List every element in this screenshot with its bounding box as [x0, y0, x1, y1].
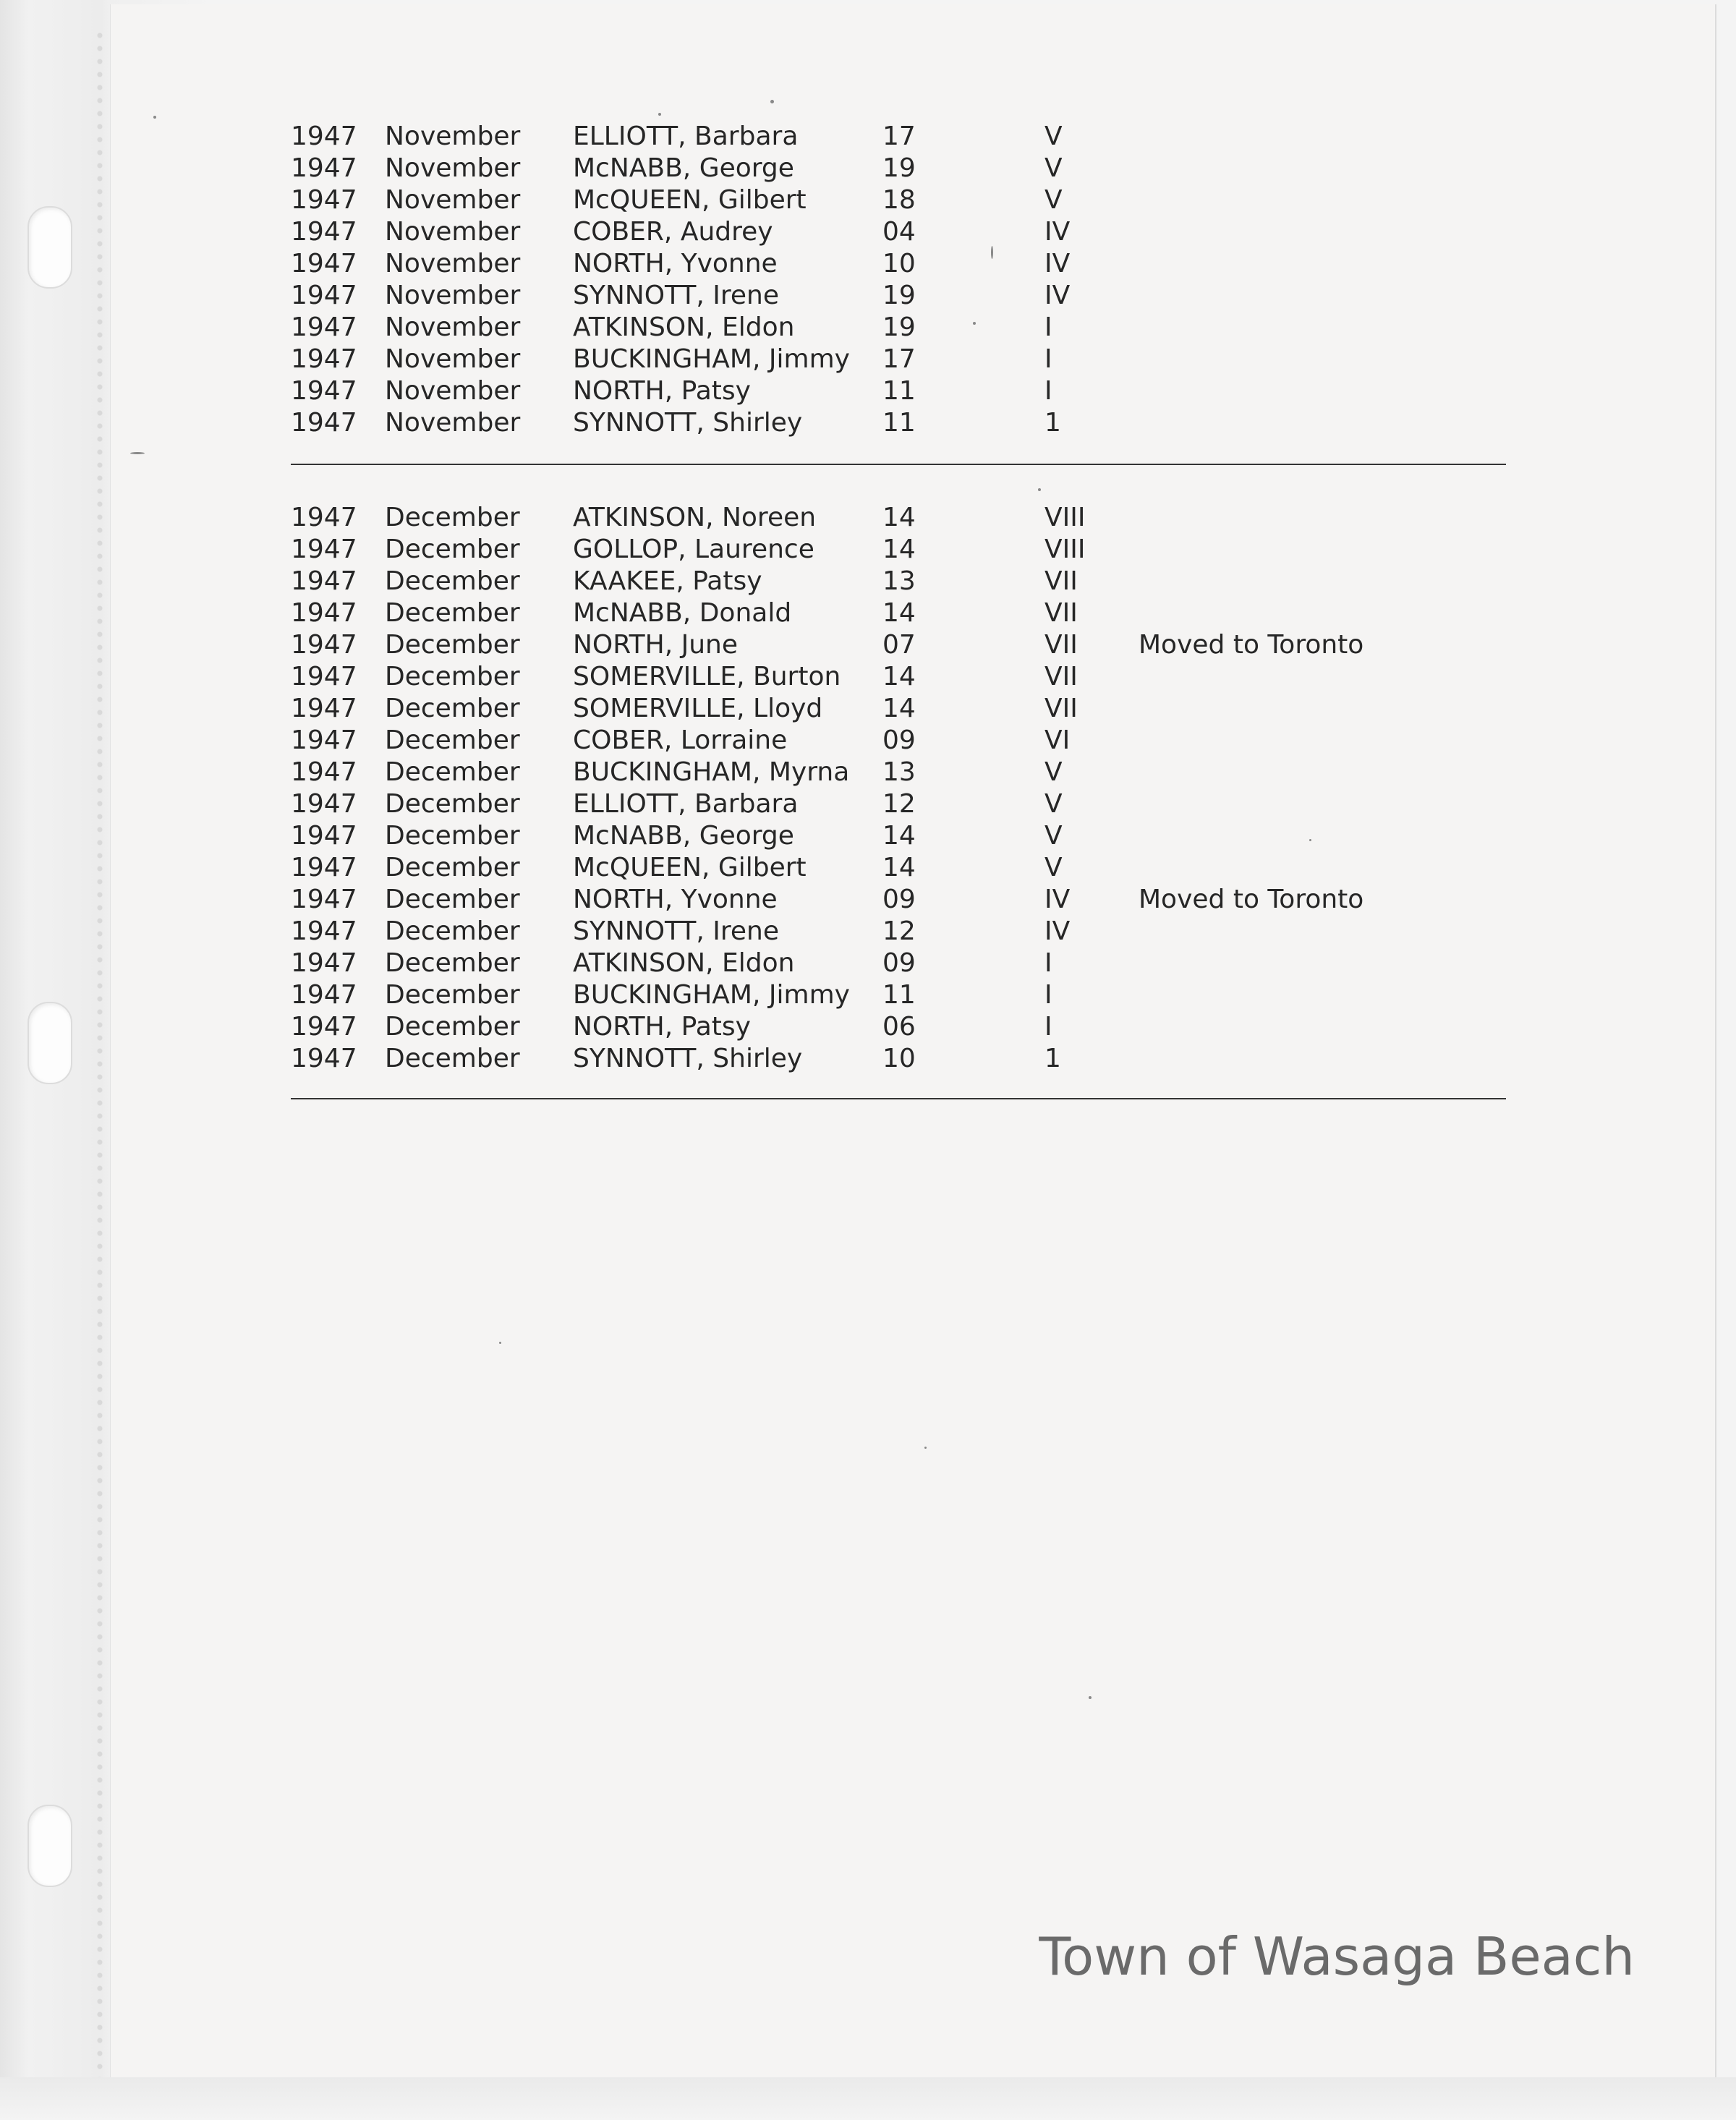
entry-month: December — [385, 916, 520, 946]
entry-age: 12 — [882, 789, 916, 819]
entry-month: November — [385, 185, 521, 215]
entry-age: 11 — [882, 376, 916, 406]
entry-year: 1947 — [291, 1044, 357, 1073]
entry-grade: V — [1044, 789, 1063, 819]
entry-year: 1947 — [291, 376, 357, 406]
entry-name: BUCKINGHAM, Myrna — [573, 757, 850, 787]
entry-year: 1947 — [291, 948, 357, 978]
register-row — [291, 757, 1506, 788]
entry-month: November — [385, 408, 521, 438]
entry-month: December — [385, 821, 520, 851]
binder-hole-top — [27, 206, 72, 289]
entry-month: December — [385, 853, 520, 882]
entry-age: 18 — [882, 185, 916, 215]
entry-name: McNABB, George — [573, 821, 794, 851]
entry-age: 12 — [882, 916, 916, 946]
register-row — [291, 153, 1506, 184]
entry-month: November — [385, 344, 521, 374]
entry-month: December — [385, 725, 520, 755]
register-row — [291, 884, 1506, 916]
binder-hole-bottom — [27, 1805, 72, 1887]
register-row — [291, 184, 1506, 216]
dust-speck — [499, 1342, 501, 1344]
entry-grade: I — [1044, 1012, 1052, 1042]
entry-age: 06 — [882, 1012, 916, 1042]
entry-name: ATKINSON, Noreen — [573, 503, 817, 532]
dust-speck — [1038, 488, 1041, 491]
entry-year: 1947 — [291, 566, 357, 596]
entry-grade: V — [1044, 757, 1063, 787]
entry-grade: V — [1044, 821, 1063, 851]
entry-grade: 1 — [1044, 1044, 1061, 1073]
entry-year: 1947 — [291, 757, 357, 787]
entry-year: 1947 — [291, 980, 357, 1010]
dust-speck — [770, 100, 774, 103]
entry-year: 1947 — [291, 853, 357, 882]
entry-year: 1947 — [291, 885, 357, 914]
entry-grade: VII — [1044, 566, 1078, 596]
entry-grade: I — [1044, 376, 1052, 406]
entry-grade: VIII — [1044, 503, 1086, 532]
entry-month: December — [385, 694, 520, 723]
entry-age: 10 — [882, 249, 916, 278]
entry-age: 14 — [882, 535, 916, 564]
entry-age: 17 — [882, 344, 916, 374]
entry-year: 1947 — [291, 153, 357, 183]
entry-year: 1947 — [291, 217, 357, 247]
entry-grade: I — [1044, 948, 1052, 978]
register-row — [291, 407, 1506, 439]
entry-grade: VII — [1044, 630, 1078, 660]
sleeve-bottom-edge — [0, 2077, 1736, 2120]
entry-age: 13 — [882, 566, 916, 596]
entry-age: 14 — [882, 821, 916, 851]
entry-month: November — [385, 376, 521, 406]
register-row — [291, 121, 1506, 153]
entry-month: December — [385, 566, 520, 596]
entry-grade: V — [1044, 185, 1063, 215]
register-row — [291, 534, 1506, 566]
entry-month: December — [385, 662, 520, 691]
entry-name: SOMERVILLE, Burton — [573, 662, 841, 691]
entry-age: 19 — [882, 153, 916, 183]
entry-name: McQUEEN, Gilbert — [573, 853, 807, 882]
entry-name: SYNNOTT, Irene — [573, 916, 780, 946]
binder-hole-middle — [27, 1002, 72, 1084]
entry-grade: VII — [1044, 694, 1078, 723]
entry-grade: IV — [1044, 885, 1071, 914]
register-row — [291, 820, 1506, 852]
entry-month: December — [385, 885, 520, 914]
entry-name: ELLIOTT, Barbara — [573, 789, 799, 819]
dust-speck — [153, 116, 156, 119]
entry-year: 1947 — [291, 694, 357, 723]
december-1947-section — [291, 502, 1506, 1075]
register-row — [291, 344, 1506, 375]
entry-age: 10 — [882, 1044, 916, 1073]
entry-grade: VII — [1044, 662, 1078, 691]
register-row — [291, 788, 1506, 820]
entry-age: 07 — [882, 630, 916, 660]
entry-name: SYNNOTT, Shirley — [573, 1044, 803, 1073]
entry-year: 1947 — [291, 312, 357, 342]
entry-month: November — [385, 153, 521, 183]
entry-name: NORTH, Yvonne — [573, 249, 778, 278]
entry-grade: V — [1044, 122, 1063, 151]
entry-month: December — [385, 1044, 520, 1073]
entry-month: December — [385, 757, 520, 787]
entry-name: NORTH, Patsy — [573, 376, 751, 406]
entry-name: SYNNOTT, Shirley — [573, 408, 803, 438]
entry-age: 11 — [882, 980, 916, 1010]
entry-name: BUCKINGHAM, Jimmy — [573, 980, 850, 1010]
entry-age: 14 — [882, 694, 916, 723]
entry-month: November — [385, 281, 521, 310]
entry-name: COBER, Audrey — [573, 217, 773, 247]
entry-month: December — [385, 948, 520, 978]
entry-grade: VI — [1044, 725, 1071, 755]
watermark-town-of-wasaga-beach: Town of Wasaga Beach — [1039, 1926, 1635, 1987]
entry-year: 1947 — [291, 503, 357, 532]
register-row — [291, 502, 1506, 534]
entry-name: McQUEEN, Gilbert — [573, 185, 807, 215]
register-row — [291, 597, 1506, 629]
entry-grade: VII — [1044, 598, 1078, 628]
register-row — [291, 661, 1506, 693]
section-divider — [291, 1098, 1506, 1099]
entry-year: 1947 — [291, 185, 357, 215]
sleeve-perforation-strip — [94, 29, 106, 2083]
entry-age: 17 — [882, 122, 916, 151]
register-row — [291, 629, 1506, 661]
entry-year: 1947 — [291, 1012, 357, 1042]
entry-name: SYNNOTT, Irene — [573, 281, 780, 310]
register-row — [291, 1011, 1506, 1043]
entry-year: 1947 — [291, 344, 357, 374]
entry-age: 14 — [882, 503, 916, 532]
entry-grade: I — [1044, 344, 1052, 374]
entry-name: McNABB, Donald — [573, 598, 792, 628]
entry-name: NORTH, June — [573, 630, 739, 660]
entry-grade: VIII — [1044, 535, 1086, 564]
entry-grade: V — [1044, 853, 1063, 882]
register-row — [291, 852, 1506, 884]
register-row — [291, 693, 1506, 725]
register-row — [291, 916, 1506, 948]
register-row — [291, 566, 1506, 597]
entry-year: 1947 — [291, 122, 357, 151]
entry-grade: IV — [1044, 916, 1071, 946]
entry-year: 1947 — [291, 281, 357, 310]
entry-note: Moved to Toronto — [1139, 630, 1364, 660]
entry-year: 1947 — [291, 249, 357, 278]
entry-note: Moved to Toronto — [1139, 885, 1364, 914]
register-row — [291, 1043, 1506, 1075]
dust-speck — [924, 1447, 927, 1449]
entry-age: 11 — [882, 408, 916, 438]
entry-year: 1947 — [291, 789, 357, 819]
entry-month: December — [385, 535, 520, 564]
section-divider — [291, 464, 1506, 465]
entry-month: December — [385, 789, 520, 819]
entry-age: 09 — [882, 725, 916, 755]
dust-speck — [658, 113, 661, 116]
entry-name: COBER, Lorraine — [573, 725, 788, 755]
register-row — [291, 280, 1506, 312]
entry-year: 1947 — [291, 725, 357, 755]
entry-name: McNABB, George — [573, 153, 794, 183]
entry-name: SOMERVILLE, Lloyd — [573, 694, 823, 723]
register-row — [291, 375, 1506, 407]
entry-month: December — [385, 630, 520, 660]
entry-name: ATKINSON, Eldon — [573, 948, 795, 978]
dust-speck — [1089, 1696, 1092, 1699]
entry-year: 1947 — [291, 821, 357, 851]
register-row — [291, 948, 1506, 979]
november-1947-section — [291, 121, 1506, 439]
entry-grade: IV — [1044, 217, 1071, 247]
entry-name: GOLLOP, Laurence — [573, 535, 814, 564]
entry-year: 1947 — [291, 916, 357, 946]
entry-month: December — [385, 503, 520, 532]
entry-month: November — [385, 217, 521, 247]
register-row — [291, 979, 1506, 1011]
entry-grade: V — [1044, 153, 1063, 183]
entry-age: 19 — [882, 281, 916, 310]
entry-age: 14 — [882, 662, 916, 691]
entry-month: November — [385, 249, 521, 278]
register-row — [291, 725, 1506, 757]
entry-age: 14 — [882, 853, 916, 882]
entry-age: 14 — [882, 598, 916, 628]
entry-grade: 1 — [1044, 408, 1061, 438]
register-row — [291, 248, 1506, 280]
entry-month: December — [385, 1012, 520, 1042]
entry-year: 1947 — [291, 598, 357, 628]
entry-grade: IV — [1044, 281, 1071, 310]
entry-grade: IV — [1044, 249, 1071, 278]
entry-name: ATKINSON, Eldon — [573, 312, 795, 342]
entry-age: 04 — [882, 217, 916, 247]
entry-name: ELLIOTT, Barbara — [573, 122, 799, 151]
entry-year: 1947 — [291, 662, 357, 691]
entry-year: 1947 — [291, 630, 357, 660]
entry-age: 09 — [882, 885, 916, 914]
entry-month: December — [385, 598, 520, 628]
entry-year: 1947 — [291, 535, 357, 564]
entry-age: 09 — [882, 948, 916, 978]
entry-name: NORTH, Patsy — [573, 1012, 751, 1042]
entry-name: NORTH, Yvonne — [573, 885, 778, 914]
entry-name: KAAKEE, Patsy — [573, 566, 762, 596]
entry-grade: I — [1044, 312, 1052, 342]
entry-year: 1947 — [291, 408, 357, 438]
register-row — [291, 312, 1506, 344]
entry-age: 13 — [882, 757, 916, 787]
dust-speck — [130, 452, 145, 454]
entry-age: 19 — [882, 312, 916, 342]
entry-name: BUCKINGHAM, Jimmy — [573, 344, 850, 374]
entry-month: November — [385, 312, 521, 342]
entry-grade: I — [1044, 980, 1052, 1010]
register-row — [291, 216, 1506, 248]
entry-month: December — [385, 980, 520, 1010]
entry-month: November — [385, 122, 521, 151]
